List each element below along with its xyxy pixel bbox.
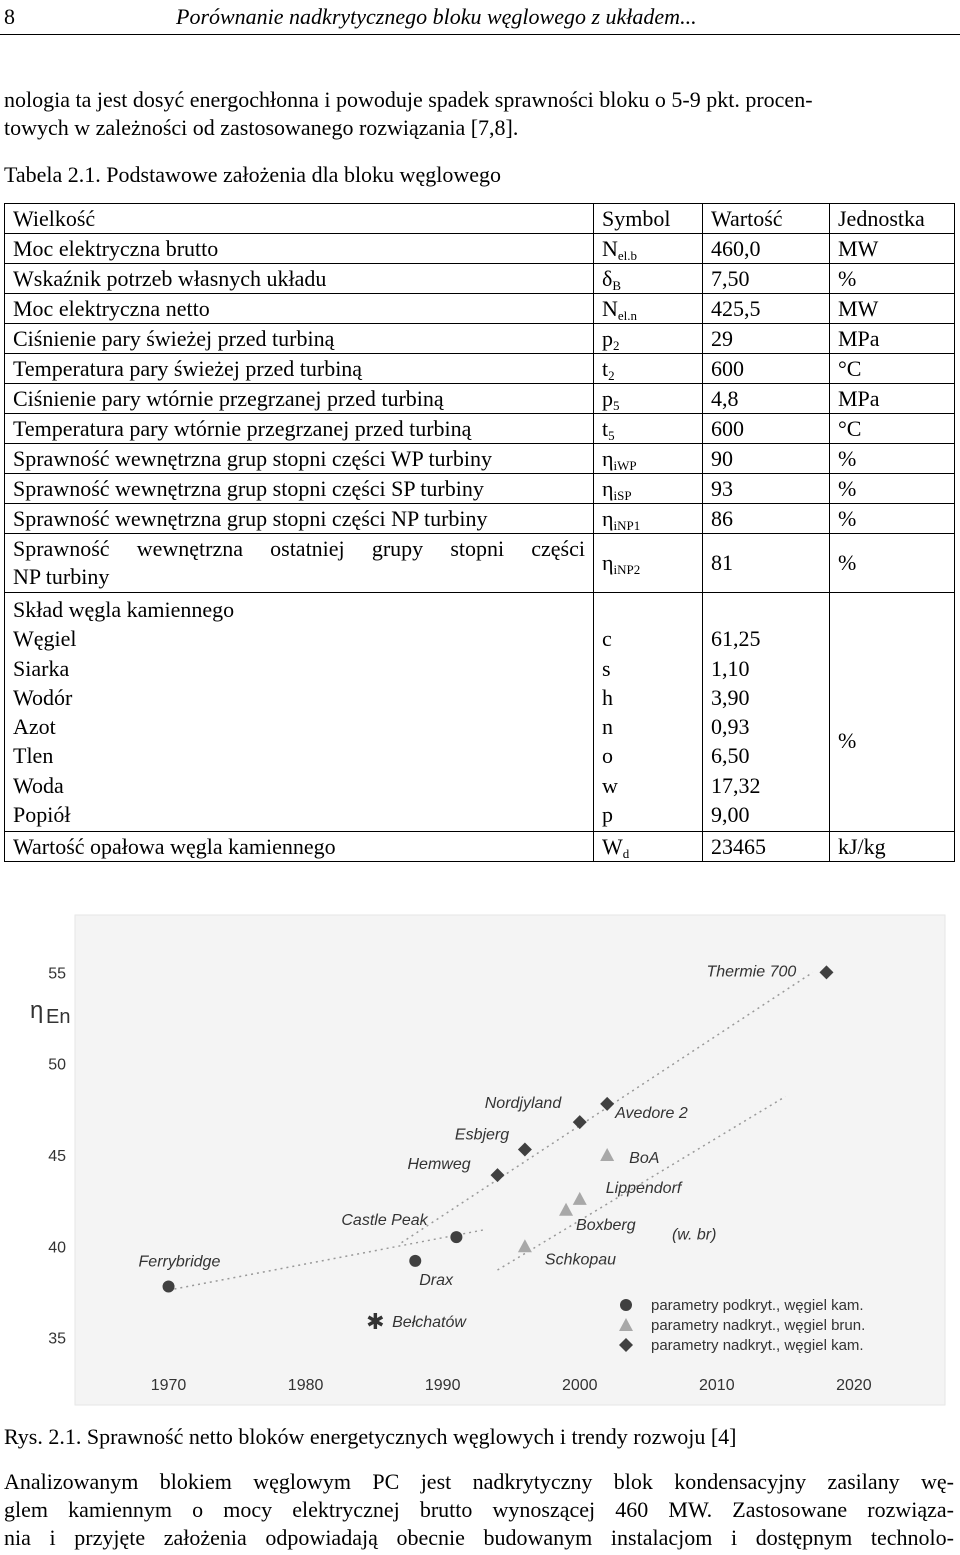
symbol-cell [594,414,703,444]
value-cell: 23465 [703,832,830,862]
symbol-main: η [602,475,614,501]
annotation-label: Bełchatów [392,1314,466,1332]
symbol-subscript: 2 [608,367,615,383]
body-line: glem kamiennym o mocy elektrycznej brutto wynoszącej 460 MW. Zastosowane rozwiąza- [4,1497,954,1522]
unit-cell: kJ/kg [830,832,955,862]
coal-value: 1,10 [711,655,750,681]
y-tick-label: 40 [48,1239,66,1257]
table-header-row [5,204,955,234]
symbol-subscript: el.n [617,307,638,323]
coal-symbol: p [602,802,613,828]
unit-cell: % [830,504,955,534]
symbol-subscript: el.b [617,247,638,263]
point-label: Nordjyland [484,1095,562,1113]
x-tick-label: 2010 [699,1377,735,1394]
unit-cell: °C [830,354,955,384]
symbol-main: N [602,235,618,261]
legend-label: parametry nadkryt., węgiel kam. [651,1337,864,1354]
unit-cell: MPa [830,384,955,414]
assumptions-table [4,203,955,862]
coal-values-cell [703,593,830,832]
symbol-main: η [602,505,614,531]
point-label: Avedore 2 [615,1104,688,1122]
coal-value: 61,25 [711,626,761,652]
value-cell: 93 [703,474,830,504]
header-value: Wartość [703,204,830,234]
coal-symbol: s [602,655,611,681]
x-tick-label: 2020 [836,1377,872,1394]
table-row [5,832,955,862]
symbol-cell [594,832,703,862]
coal-name: Popiół [13,802,71,828]
quantity-cell: Sprawność wewnętrzna grup stopni części SP turbiny [5,474,594,504]
table-row [5,534,955,593]
point-label: Drax [419,1271,454,1289]
quantity-cell: Ciśnienie pary świeżej przed turbiną [5,324,594,354]
symbol-subscript: iNP1 [613,517,641,533]
y-tick-label: 45 [48,1148,66,1165]
coal-name: Woda [13,772,64,798]
value-cell: 7,50 [703,264,830,294]
point-label: Thermie 700 [706,963,797,981]
coal-unit-cell: % [830,593,955,832]
table-row [5,264,955,294]
intro-paragraph [4,86,954,142]
y-tick-label: 55 [48,965,66,983]
legend-label: parametry podkryt., węgiel kam. [651,1297,864,1314]
point-label: Hemweg [407,1156,471,1174]
legend-marker [620,1299,632,1311]
x-tick-label: 1980 [287,1377,324,1394]
point-label: Castle Peak [341,1212,428,1230]
symbol-cell [594,294,703,324]
x-tick-label: 1970 [150,1377,187,1394]
unit-cell: MPa [830,324,955,354]
value-cell: 81 [703,534,830,593]
efficiency-chart [0,905,960,1410]
coal-name: Tlen [13,743,54,769]
table-row [5,444,955,474]
unit-cell: °C [830,414,955,444]
symbol-main: p [602,385,613,411]
coal-name: Wodór [13,684,73,710]
x-tick-label: 1990 [424,1377,461,1394]
coal-value: 3,90 [711,684,750,710]
symbol-subscript: 5 [608,427,615,443]
value-cell: 600 [703,354,830,384]
symbol-cell [594,534,703,593]
data-point [163,1280,175,1292]
coal-value: 6,50 [711,743,750,769]
symbol-subscript: iWP [613,457,637,473]
symbol-main: η [602,550,614,575]
y-tick-label: 50 [48,1056,66,1074]
symbol-subscript: 5 [613,397,620,413]
coal-name: Węgiel [13,626,77,652]
symbol-subscript: 2 [613,337,620,353]
quantity-cell: Ciśnienie pary wtórnie przegrzanej przed turbiną [5,384,594,414]
y-axis-label-subscript: En [46,1006,71,1028]
unit-cell: % [830,444,955,474]
quantity-cell: Wartość opałowa węgla kamiennego [5,832,594,862]
quantity-cell: Temperatura pary wtórnie przegrzanej przed turbiną [5,414,594,444]
value-cell: 4,8 [703,384,830,414]
unit-cell: % [830,474,955,504]
table-row [5,474,955,504]
coal-name: Siarka [13,655,70,681]
symbol-cell [594,264,703,294]
unit-cell: MW [830,234,955,264]
point-label: Esbjerg [454,1126,510,1144]
coal-names-cell [5,593,594,832]
quantity-cell: Sprawność wewnętrzna grup stopni części NP turbiny [5,504,594,534]
value-cell: 86 [703,504,830,534]
quantity-cell [5,534,594,593]
symbol-main: δ [602,265,613,291]
symbol-cell [594,354,703,384]
header-symbol: Symbol [594,204,703,234]
value-cell: 90 [703,444,830,474]
coal-symbol: w [602,772,618,798]
page-header [0,0,960,35]
symbol-subscript: iNP2 [613,562,641,577]
coal-symbols-cell [594,593,703,832]
coal-symbol: c [602,626,612,652]
annotation-label: (w. br) [671,1226,717,1244]
point-label: Schkopau [544,1251,617,1269]
running-title: Porównanie nadkrytycznego bloku węglowego z układem... [176,4,697,29]
symbol-cell [594,504,703,534]
y-axis-label: η [30,997,44,1024]
point-label: Ferrybridge [138,1253,221,1271]
coal-title: Skład węgla kamiennego [13,597,235,622]
symbol-subscript: d [622,845,630,861]
coal-value: 9,00 [711,802,750,828]
page-number: 8 [4,4,15,29]
point-label: Lippendorf [605,1179,682,1197]
table-row [5,234,955,264]
quantity-cell: Sprawność wewnętrzna grup stopni części WP turbiny [5,444,594,474]
quantity-cell: Temperatura pary świeżej przed turbiną [5,354,594,384]
table-row [5,384,955,414]
value-cell: 29 [703,324,830,354]
symbol-cell [594,324,703,354]
value-cell: 425,5 [703,294,830,324]
intro-line: towych w zależności od zastosowanego rozwiązania [7,8]. [4,115,519,140]
star-icon: ✱ [366,1309,385,1335]
body-paragraph [4,1468,954,1552]
table-caption: Tabela 2.1. Podstawowe założenia dla bloku węglowego [4,162,501,187]
quantity-line: Sprawność wewnętrzna ostatniej grupy stopni części [13,536,585,561]
symbol-cell [594,384,703,414]
symbol-main: t [602,415,609,441]
table-row [5,504,955,534]
symbol-subscript: iSP [613,487,632,503]
quantity-cell: Moc elektryczna netto [5,294,594,324]
symbol-main: W [602,833,623,859]
unit-cell: % [830,264,955,294]
value-cell: 600 [703,414,830,444]
intro-line: nologia ta jest dosyć energochłonna i powoduje spadek sprawności bloku o 5-9 pkt. procen- [4,87,813,112]
coal-name: Azot [13,714,56,740]
coal-value: 0,93 [711,714,750,740]
quantity-cell: Moc elektryczna brutto [5,234,594,264]
symbol-cell [594,474,703,504]
header-quantity: Wielkość [5,204,594,234]
data-point [409,1255,421,1267]
quantity-cell: Wskaźnik potrzeb własnych układu [5,264,594,294]
symbol-cell [594,234,703,264]
coal-composition-row [5,593,955,832]
unit-cell: % [830,534,955,593]
table-row [5,414,955,444]
symbol-main: η [602,445,614,471]
legend-label: parametry nadkryt., węgiel brun. [651,1317,866,1334]
point-label: BoA [629,1150,660,1167]
coal-symbol: n [602,714,613,740]
symbol-cell [594,444,703,474]
body-line: nia i przyjęte założenia odpowiadają obecnie budowanym instalacjom i dostępnym technolo- [4,1525,954,1550]
symbol-subscript: B [612,277,622,293]
figure-caption: Rys. 2.1. Sprawność netto bloków energetycznych węglowych i trendy rozwoju [4] [4,1424,737,1449]
data-point [450,1231,462,1243]
table-row [5,354,955,384]
table-row [5,294,955,324]
symbol-main: N [602,295,618,321]
symbol-main: t [602,355,609,381]
symbol-main: p [602,325,613,351]
point-label: Boxberg [576,1216,636,1234]
table-row [5,324,955,354]
header-unit: Jednostka [830,204,955,234]
coal-symbol: h [602,684,613,710]
value-cell: 460,0 [703,234,830,264]
unit-cell: MW [830,294,955,324]
y-tick-label: 35 [48,1330,66,1348]
coal-symbol: o [602,743,613,769]
body-line: Analizowanym blokiem węglowym PC jest nadkrytyczny blok kondensacyjny zasilany wę- [4,1469,954,1494]
quantity-line: NP turbiny [13,564,110,589]
x-tick-label: 2000 [561,1377,598,1394]
coal-value: 17,32 [711,772,761,798]
